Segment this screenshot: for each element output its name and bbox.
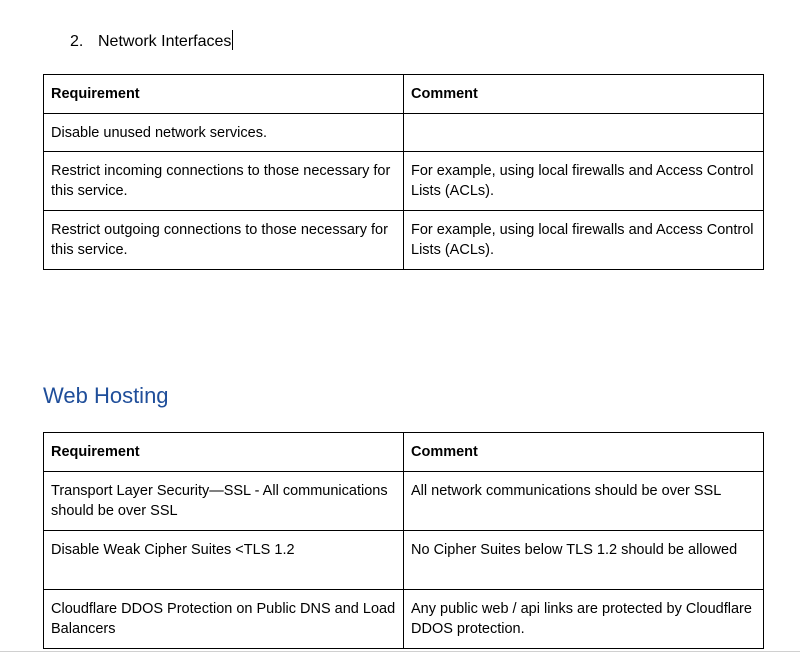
comment-cell[interactable] [404,114,764,152]
comment-cell[interactable]: All network communications should be over SSL [404,472,764,531]
table-header-row [44,433,764,472]
table-row [44,211,764,270]
numbered-heading[interactable] [70,30,233,53]
requirement-cell[interactable]: Restrict outgoing connections to those necessary for this service. [44,211,404,270]
comment-cell[interactable]: For example, using local firewalls and Access Control Lists (ACLs). [404,211,764,270]
comment-cell[interactable]: For example, using local firewalls and Access Control Lists (ACLs). [404,152,764,211]
header-requirement: Requirement [44,75,404,114]
requirement-cell[interactable]: Disable unused network services. [44,114,404,152]
comment-cell[interactable]: Any public web / api links are protected by Cloudflare DDOS protection. [404,590,764,649]
table-row [44,590,764,649]
network-interfaces-table [43,74,764,270]
comment-cell[interactable]: No Cipher Suites below TLS 1.2 should be allowed [404,531,764,590]
header-comment: Comment [404,433,764,472]
table-row [44,472,764,531]
section-title-web-hosting: Web Hosting [43,383,169,408]
list-number: 2. [70,33,84,50]
table-row [44,152,764,211]
table-row [44,114,764,152]
web-hosting-table [43,432,764,649]
requirement-cell[interactable]: Restrict incoming connections to those necessary for this service. [44,152,404,211]
heading-text: Network Interfaces [98,33,232,50]
header-comment: Comment [404,75,764,114]
requirement-cell[interactable]: Cloudflare DDOS Protection on Public DNS and Load Balancers [44,590,404,649]
table-header-row [44,75,764,114]
header-requirement: Requirement [44,433,404,472]
requirement-cell[interactable]: Disable Weak Cipher Suites <TLS 1.2 [44,531,404,590]
table-row [44,531,764,590]
page-divider [0,651,800,652]
text-cursor [232,30,233,50]
requirement-cell[interactable]: Transport Layer Security—SSL - All communications should be over SSL [44,472,404,531]
